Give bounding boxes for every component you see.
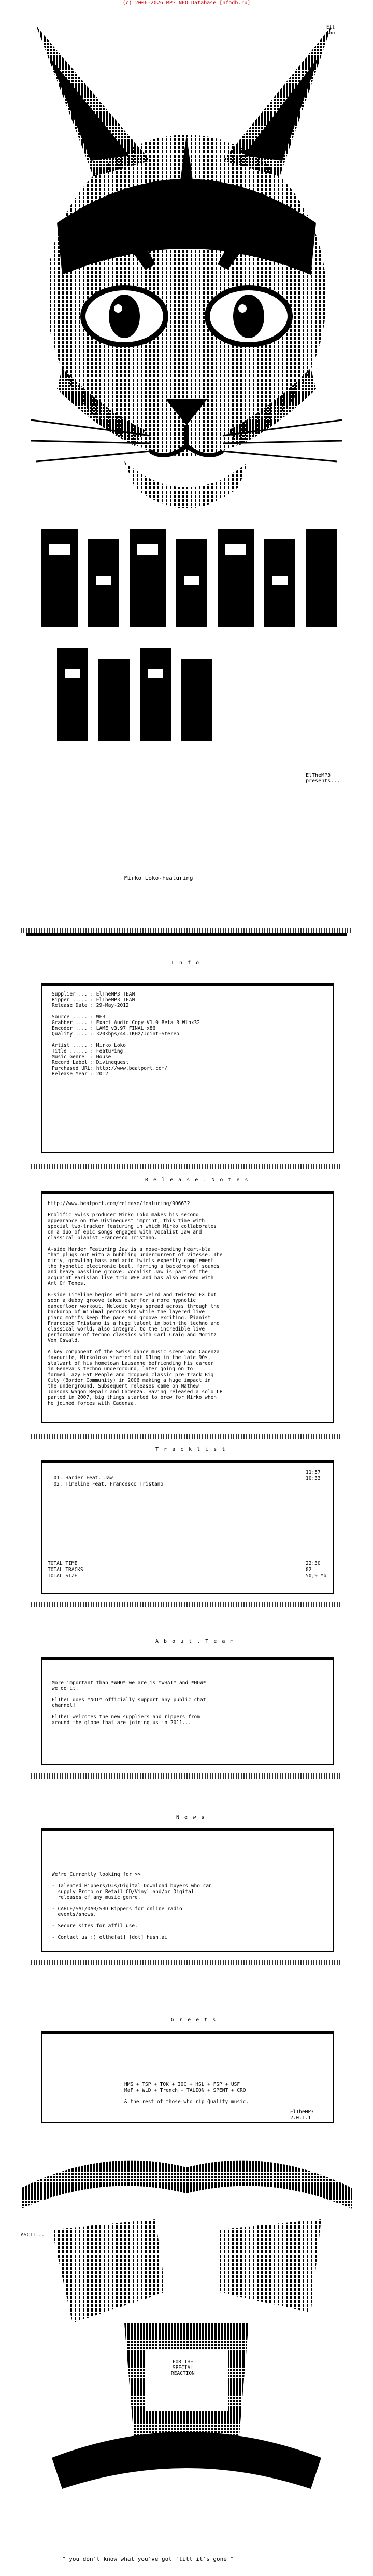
text-line: dancefloor workout. Melodic keys spread across through the [48,1304,220,1309]
text-line [52,1917,212,1923]
footer-block: FOR THE SPECIAL REACTION [171,2359,195,2376]
text-line: in Geneva's techno underground, later going on to [48,1366,193,1372]
text-line: we do it. [52,1686,79,1691]
track-number: 02. [53,1481,63,1487]
total-value: 50,9 Mb [306,1573,327,1579]
text-line [48,1207,222,1212]
text-line: supply Promo or Retail CD/Vinyl and/or Digital [52,1889,194,1895]
text-line [52,1709,206,1714]
cat-ascii-art [0,5,373,783]
text-line: on a duo of epic songs engaged with vocalist Jaw and [48,1229,202,1235]
text-line: Art Of Tones. [48,1281,87,1286]
greets-content [124,2082,249,2105]
total-label: TOTAL TRACKS [48,1567,83,1573]
text-line: Ripper ..... : ElTheMP3 TEAM [52,997,135,1003]
text-line [124,2093,249,2099]
track-title: Timeline Feat. Francesco Tristano [65,1481,164,1487]
text-line: soon a dubby groove takes over for a more hypnotic [48,1298,196,1304]
text-line [52,1691,206,1697]
text-line: special two-tracker featuring in which Mirko collaborates [48,1224,217,1229]
bottom-ascii-art [0,2126,373,2541]
track-number: 01. [53,1475,63,1481]
text-line: the underground. Subsequent releases came on Mathew [48,1383,199,1389]
divider [31,1164,342,1169]
text-line [48,1241,222,1247]
text-line: A-side Harder Featuring Jaw is a nose-bending heart-bla [48,1247,211,1252]
text-line: Grabber .... : Exact Audio Copy V1.0 Beta 3 Wlnx32 [52,1020,200,1026]
text-line: We're Currently looking for >> [52,1872,141,1878]
divider [31,1773,342,1779]
divider [31,1960,342,1965]
news-header: N e w s [176,1815,206,1821]
track-row [48,1476,163,1487]
text-line: City (Border Community) in 2006 making a huge impact in [48,1378,211,1383]
text-line: acquaint Parisian live trio WHP and has also worked with [48,1275,214,1281]
text-line: http://www.beatport.com/release/featuring/906632 [48,1201,190,1207]
text-line: backdrop of minimal percussion while the layered live [48,1309,205,1315]
text-line: Release Date : 29-May-2012 [52,1003,129,1009]
text-line: HMS + TSP + TOK + IOC + HSL + FSP + USF [124,2082,240,2088]
total-value: 22:30 [306,1561,321,1566]
total-label: TOTAL SIZE [48,1573,78,1579]
text-line: MaF + WLD + Trench + TALION + SPENT + CRO [124,2088,246,2093]
text-line: B-side Timeline begins with more weird and twisted FX but [48,1292,217,1298]
text-line [52,1009,200,1014]
greets-header: G r e e t s [171,2017,217,2023]
signature: ElTheMP3 2.0.1.1 [290,2109,314,2121]
text-line: - CABLE/SAT/DAB/SBD Rippers for online radio [52,1906,182,1912]
news-content [52,1872,212,1940]
about-content [52,1680,206,1726]
text-line [48,1286,222,1292]
text-line: Music Genre : House [52,1054,111,1060]
text-line: stalwart of his hometown Lausanne befriending his career [48,1361,214,1366]
text-line: & the rest of those who rip Quality music. [124,2099,249,2105]
text-line: dirty, growling bass and acid twirls expertly complement [48,1258,214,1264]
track-time: 10:33 [306,1476,321,1481]
text-line: More important than *WHO* we are is *WHAT* and *HOW* [52,1680,206,1686]
divider [31,1602,342,1607]
text-line: Supplier ... : ElTheMP3 TEAM [52,991,135,997]
total-value: 02 [306,1567,312,1573]
group-tag-side: Elt sho [326,25,335,36]
text-line: Source ..... : WEB [52,1014,105,1020]
text-line: the hypnotic electronic beat, forming a backdrop of sounds [48,1264,220,1269]
text-line [52,1929,212,1935]
text-line: piano motifs keep the pace and groove exciting. Pianist [48,1315,211,1321]
text-line [52,1878,212,1883]
text-line: - Contact us :) elthe[at] [dot] hush.ai [52,1935,168,1940]
text-line: A key component of the Swiss dance music scene and Cadenza [48,1349,220,1355]
text-line: parted in 2007, big things started to brew for Mirko when [48,1395,217,1401]
text-line: Quality .... : 320kbps/44.1KHz/Joint-Stereo [52,1031,179,1037]
release-title: Mirko Loko-Featuring [124,875,193,881]
release-notes-content [48,1201,222,1406]
divider [21,928,352,933]
info-header: I n f o [171,960,200,966]
text-line [52,1900,212,1906]
track-title: Harder Feat. Jaw [65,1475,113,1481]
group-tag: ElTheMP3 presents... [306,773,340,784]
text-line: Purchased URL: http://www.beatport.com/ [52,1066,168,1071]
closing-quote: " you don't know what you've got 'till it's gone " [62,2556,234,2563]
text-line: - Secure sites for affil use. [52,1923,138,1929]
info-content [52,991,200,1077]
text-line: ElTheL does *NOT* officially support any public chat [52,1697,206,1703]
text-line [52,1037,200,1043]
text-line: he joined forces with Cadenza. [48,1401,137,1406]
total-label: TOTAL TIME [48,1561,78,1566]
about-header: A b o u t . T e a m [155,1639,235,1644]
track-time: 11:57 [306,1469,321,1475]
text-line [48,1343,222,1349]
ascii-label: ASCII... [21,2232,45,2238]
release-notes-header: R e l e a s e . N o t e s [145,1177,249,1183]
tracklist-header: T r a c k l i s t [155,1447,226,1452]
text-line: appearance on the Divinequest imprint, this time with [48,1218,205,1224]
text-line: Francesco Tristano is a huge talent in both the techno and [48,1321,220,1326]
text-line: around the globe that are joining us in 2011... [52,1720,191,1726]
text-line: formed Lazy Fat People and dropped classic pre track Big [48,1372,214,1378]
copyright-line: (c) 2006-2026 MP3 NFO Database [nfodb.ru] [122,0,251,6]
text-line: Artist ..... : Mirko Loko [52,1043,126,1048]
text-line: channel! [52,1703,76,1709]
text-line: Encoder .... : LAME v3.97 FINAL x86 [52,1026,156,1031]
text-line: Prolific Swiss producer Mirko Loko makes his second [48,1212,199,1218]
text-line: Release Year : 2012 [52,1071,108,1077]
text-line: performance of techno classics with Carl Craig and Moritz [48,1332,217,1338]
text-line: Record Label : Divinequest [52,1060,129,1066]
text-line: ElTheL welcomes the new suppliers and rippers from [52,1714,200,1720]
text-line: classical world, also integral to the incredible live [48,1326,205,1332]
text-line: that plugs out with a bubbling undercurrent of vitesse. The [48,1252,223,1258]
text-line: Jonsons Wagon Repair and Cadenza. Having released a solo LP [48,1389,223,1395]
text-line: releases of any music genre. [52,1895,141,1900]
text-line: and heavy bassline groove. Vocalist Jaw is part of the [48,1269,208,1275]
text-line: classical pianist Francesco Tristano. [48,1235,157,1241]
divider [31,1434,342,1439]
text-line: - Talented Rippers/DJs/Digital Download buyers who can [52,1883,212,1889]
text-line: events/shows. [52,1912,96,1917]
text-line: favourite, Mirkoloko started out DJing in the late 90s, [48,1355,211,1361]
text-line: Von Oswald. [48,1338,80,1343]
text-line: Title ...... : Featuring [52,1048,123,1054]
